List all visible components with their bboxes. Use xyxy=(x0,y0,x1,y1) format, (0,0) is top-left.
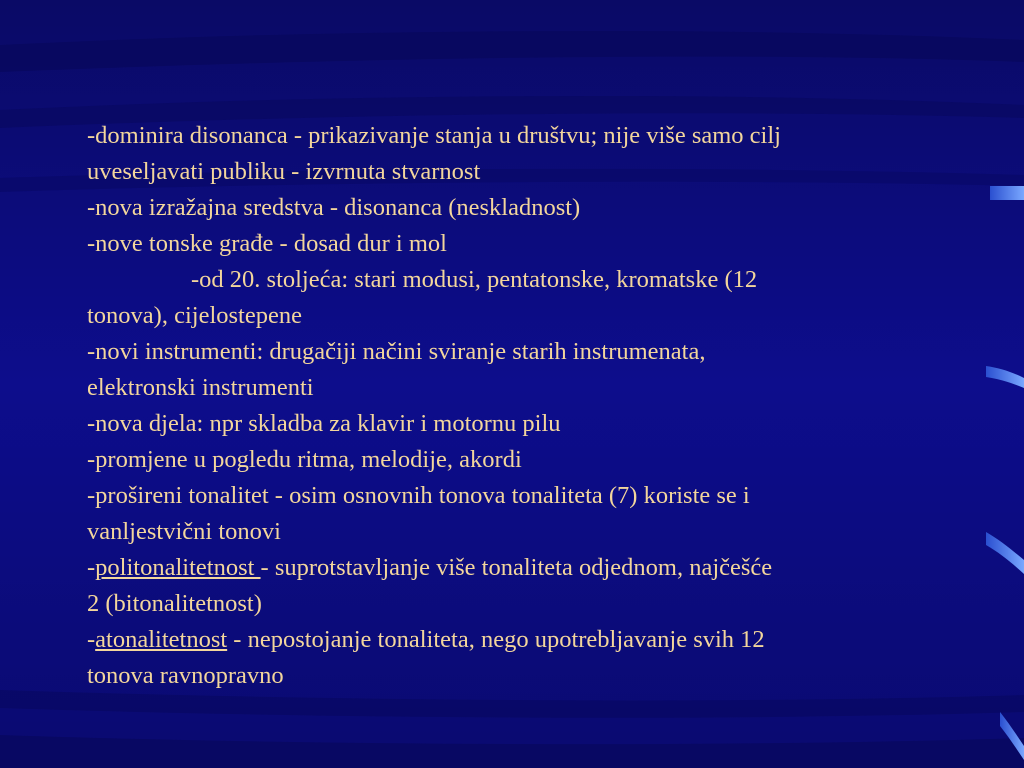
body-line: tonova ravnopravno xyxy=(87,662,284,689)
atonalitetnost-link[interactable]: atonalitetnost xyxy=(95,626,228,653)
body-line: -nova izražajna sredstva - disonanca (neskladnost) xyxy=(87,194,581,221)
body-line: vanljestvični tonovi xyxy=(87,518,281,545)
body-line: -promjene u pogledu ritma, melodije, akordi xyxy=(87,446,522,473)
body-line: -nova djela: npr skladba za klavir i motornu pilu xyxy=(87,410,561,437)
body-line: -dominira disonanca - prikazivanje stanja u društvu; nije više samo cilj xyxy=(87,122,781,149)
body-line: tonova), cijelostepene xyxy=(87,302,302,329)
body-line: -nove tonske građe - dosad dur i mol xyxy=(87,230,447,257)
body-line: -politonalitetnost - suprotstavljanje više tonaliteta odjednom, najčešće xyxy=(87,554,773,581)
body-line: -novi instrumenti: drugačiji načini sviranje starih instrumenata, xyxy=(87,338,706,365)
body-line: -od 20. stoljeća: stari modusi, pentatonske, kromatske (12 xyxy=(191,266,758,293)
body-line: uveseljavati publiku - izvrnuta stvarnost xyxy=(87,158,481,185)
body-line: -atonalitetnost - nepostojanje tonaliteta, nego upotrebljavanje svih 12 xyxy=(87,626,765,653)
politonalitetnost-link[interactable]: politonalitetnost xyxy=(95,554,261,581)
body-line: -prošireni tonalitet - osim osnovnih tonova tonaliteta (7) koriste se i xyxy=(87,482,750,509)
body-line: elektronski instrumenti xyxy=(87,374,314,401)
body-line: 2 (bitonalitetnost) xyxy=(87,590,262,617)
accent-stripe xyxy=(990,186,1024,200)
slide-body xyxy=(87,118,947,694)
